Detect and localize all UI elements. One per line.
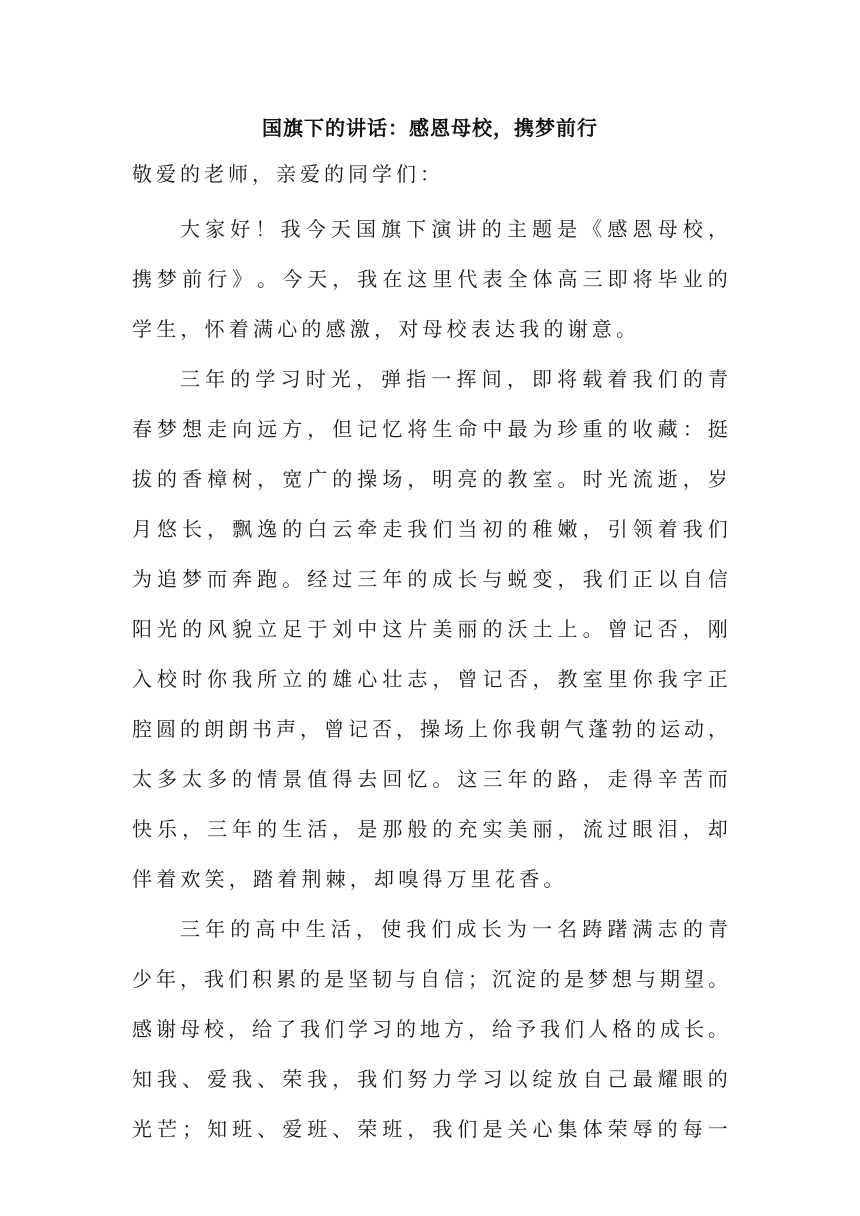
body-line: 入 校 时 你 我 所 立 的 雄 心 壮 志 ， 曾 记 否 ， 教 室 里 你 我 字 正 bbox=[132, 666, 728, 691]
body-line: 拔 的 香 樟 树 ， 宽 广 的 操 场 ， 明 亮 的 教 室 。 时 光 流 逝 ， 岁 bbox=[132, 466, 728, 491]
body-line: 伴着欢笑，踏着荆棘，却嗅得万里花香。 bbox=[132, 866, 568, 891]
body-line: 快 乐 ， 三 年 的 生 活 ， 是 那 般 的 充 实 美 丽 ， 流 过 眼 泪 ， 却 bbox=[132, 816, 728, 841]
body-line: 学生，怀着满心的感激，对母校表达我的谢意。 bbox=[132, 316, 641, 341]
body-line: 少 年 ， 我 们 积 累 的 是 坚 韧 与 自 信 ； 沉 淀 的 是 梦 想 与 期 望 。 bbox=[132, 966, 728, 991]
salutation: 敬爱的老师，亲爱的同学们： bbox=[132, 162, 444, 186]
body-line: 光 芒 ； 知 班 、 爱 班 、 荣 班 ， 我 们 是 关 心 集 体 荣 辱 的 每 一 bbox=[132, 1116, 728, 1141]
body-line: 三 年 的 学 习 时 光 ， 弹 指 一 挥 间 ， 即 将 载 着 我 们 的 青 bbox=[180, 366, 728, 391]
body-line: 三 年 的 高 中 生 活 ， 使 我 们 成 长 为 一 名 踌 躇 满 志 的 青 bbox=[180, 916, 728, 941]
body-line: 感 谢 母 校 ， 给 了 我 们 学 习 的 地 方 ， 给 予 我 们 人 格 的 成 长 。 bbox=[132, 1016, 728, 1041]
body-line: 为 追 梦 而 奔 跑 。 经 过 三 年 的 成 长 与 蜕 变 ， 我 们 正 以 自 信 bbox=[132, 566, 728, 591]
document-title: 国旗下的讲话：感恩母校，携梦前行 bbox=[262, 116, 598, 140]
body-line: 阳 光 的 风 貌 立 足 于 刘 中 这 片 美 丽 的 沃 土 上 。 曾 记 否 ， 刚 bbox=[132, 616, 728, 641]
body-line: 腔 圆 的 朗 朗 书 声 ， 曾 记 否 ， 操 场 上 你 我 朝 气 蓬 勃 的 运 动 ， bbox=[132, 716, 728, 741]
body-line: 大 家 好 ！ 我 今 天 国 旗 下 演 讲 的 主 题 是 《 感 恩 母 校 ， bbox=[180, 216, 728, 241]
body-line: 知 我 、 爱 我 、 荣 我 ， 我 们 努 力 学 习 以 绽 放 自 己 最 耀 眼 的 bbox=[132, 1066, 728, 1091]
body-line: 春 梦 想 走 向 远 方 ， 但 记 忆 将 生 命 中 最 为 珍 重 的 收 藏 ： 挺 bbox=[132, 416, 728, 441]
body-line: 月 悠 长 ， 飘 逸 的 白 云 牵 走 我 们 当 初 的 稚 嫩 ， 引 领 着 我 们 bbox=[132, 516, 728, 541]
body-line: 太 多 太 多 的 情 景 值 得 去 回 忆 。 这 三 年 的 路 ， 走 得 辛 苦 而 bbox=[132, 766, 728, 791]
body-line: 携 梦 前 行 》 。 今 天 ， 我 在 这 里 代 表 全 体 高 三 即 将 毕 业 的 bbox=[132, 266, 728, 291]
speech-body bbox=[132, 202, 728, 1152]
